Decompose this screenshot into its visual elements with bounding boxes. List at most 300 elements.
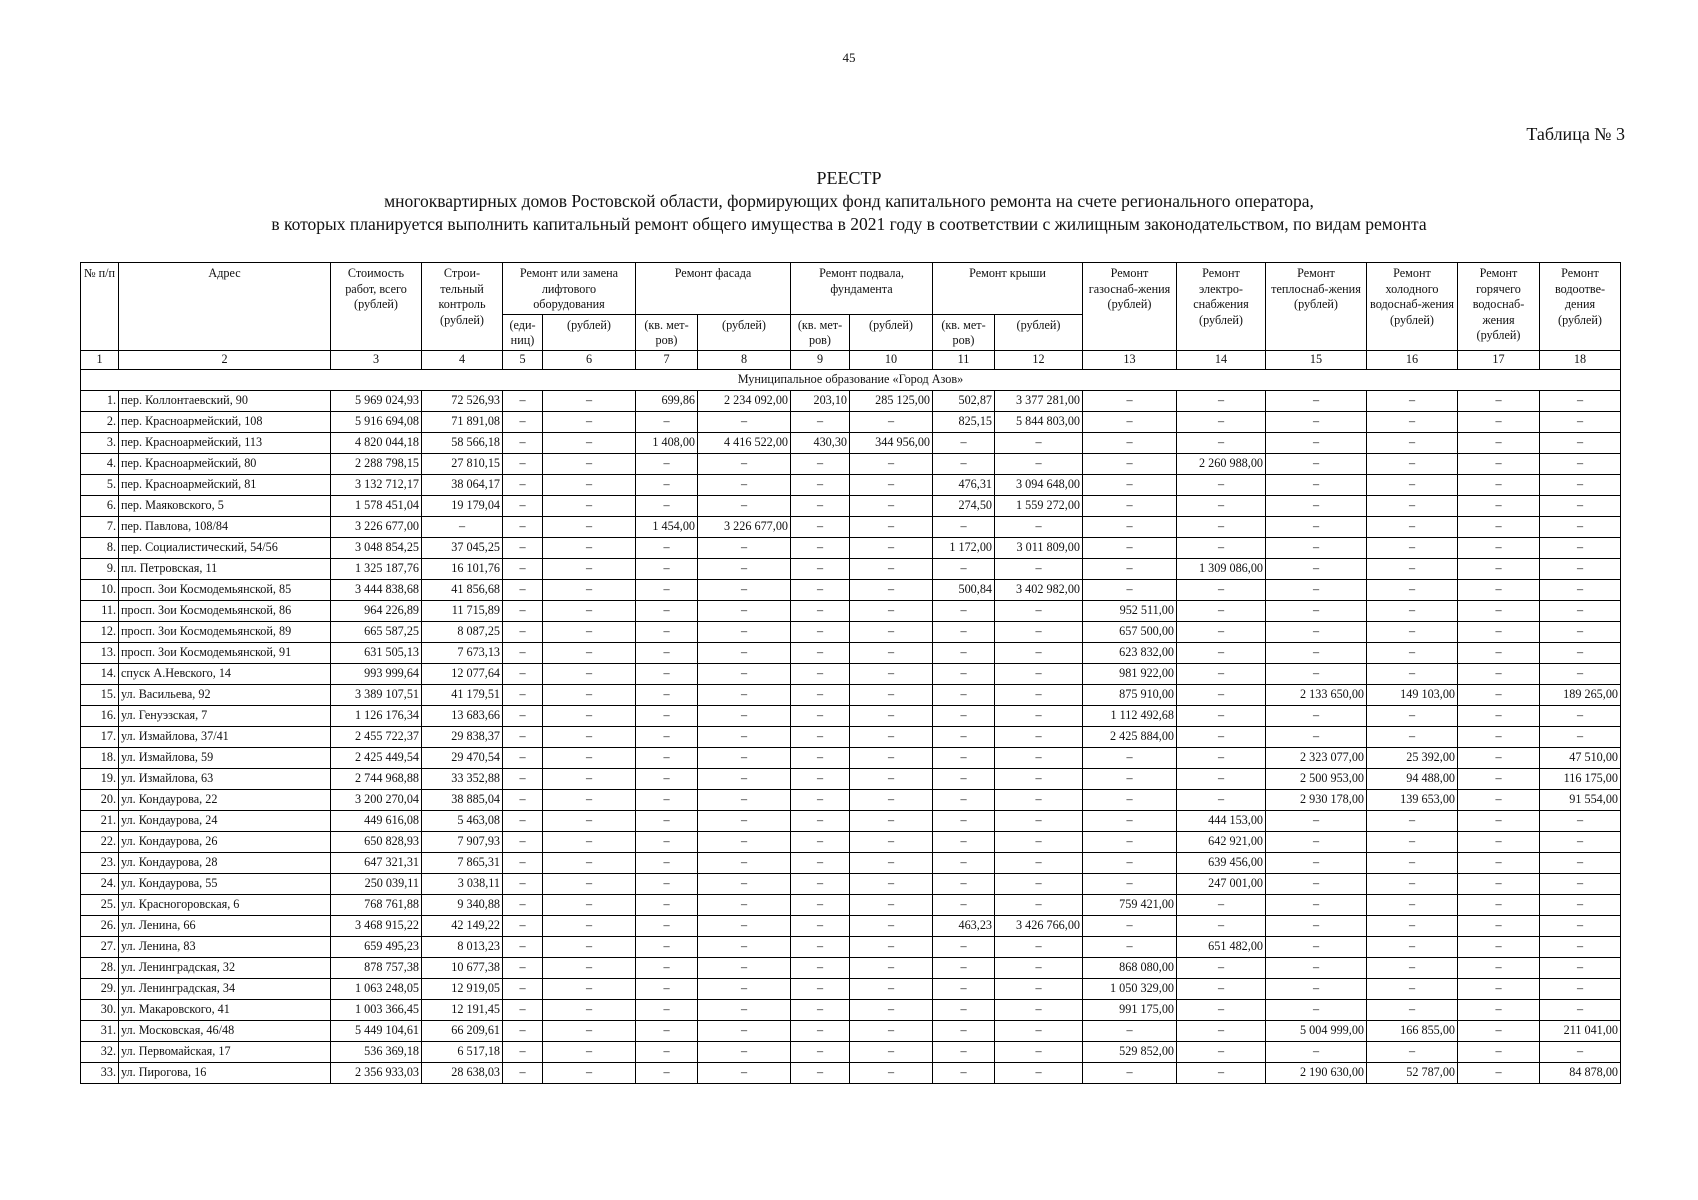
value-cell: – <box>636 999 698 1020</box>
value-cell: – <box>698 789 791 810</box>
value-cell: – <box>1367 810 1458 831</box>
value-cell: – <box>636 957 698 978</box>
table-row <box>81 768 1621 789</box>
value-cell: – <box>1367 495 1458 516</box>
address-cell: ул. Ленинградская, 32 <box>119 957 331 978</box>
value-cell: 659 495,23 <box>331 936 422 957</box>
value-cell: – <box>933 831 995 852</box>
value-cell: – <box>791 411 850 432</box>
value-cell: – <box>995 621 1083 642</box>
table-body <box>81 369 1621 1083</box>
value-cell: – <box>503 999 543 1020</box>
table-row <box>81 684 1621 705</box>
value-cell: – <box>1177 957 1266 978</box>
value-cell: – <box>1458 978 1540 999</box>
table-row <box>81 516 1621 537</box>
value-cell: 2 425 884,00 <box>1083 726 1177 747</box>
value-cell: 1 325 187,76 <box>331 558 422 579</box>
value-cell: – <box>995 873 1083 894</box>
value-cell: 2 190 630,00 <box>1266 1062 1367 1083</box>
value-cell: – <box>1540 579 1621 600</box>
value-cell: 8 087,25 <box>422 621 503 642</box>
value-cell: – <box>1083 1020 1177 1041</box>
value-cell: 952 511,00 <box>1083 600 1177 621</box>
value-cell: 3 389 107,51 <box>331 684 422 705</box>
value-cell: – <box>636 831 698 852</box>
value-cell: – <box>698 768 791 789</box>
value-cell: 1 050 329,00 <box>1083 978 1177 999</box>
value-cell: – <box>503 705 543 726</box>
column-number: 9 <box>791 350 850 369</box>
value-cell: – <box>1367 621 1458 642</box>
row-number-cell: 17. <box>81 726 119 747</box>
value-cell: – <box>698 726 791 747</box>
table-row <box>81 390 1621 411</box>
subheader-roof-sqm: (кв. мет-ров) <box>933 314 995 350</box>
value-cell: – <box>698 663 791 684</box>
value-cell: – <box>933 936 995 957</box>
value-cell: – <box>933 516 995 537</box>
row-number-cell: 24. <box>81 873 119 894</box>
header-no: № п/п <box>81 263 119 351</box>
value-cell: 12 919,05 <box>422 978 503 999</box>
value-cell: 665 587,25 <box>331 621 422 642</box>
value-cell: – <box>995 768 1083 789</box>
value-cell: – <box>1458 390 1540 411</box>
row-number-cell: 18. <box>81 747 119 768</box>
value-cell: – <box>850 663 933 684</box>
column-number: 6 <box>543 350 636 369</box>
value-cell: – <box>1540 957 1621 978</box>
column-number: 18 <box>1540 350 1621 369</box>
row-number-cell: 10. <box>81 579 119 600</box>
value-cell: – <box>1266 873 1367 894</box>
value-cell: – <box>850 810 933 831</box>
value-cell: 94 488,00 <box>1367 768 1458 789</box>
value-cell: – <box>1540 936 1621 957</box>
value-cell: – <box>791 747 850 768</box>
value-cell: – <box>995 453 1083 474</box>
value-cell: – <box>1177 390 1266 411</box>
row-number-cell: 20. <box>81 789 119 810</box>
value-cell: – <box>791 579 850 600</box>
table-label: Таблица № 3 <box>1526 124 1625 144</box>
value-cell: – <box>503 453 543 474</box>
row-number-cell: 8. <box>81 537 119 558</box>
value-cell: – <box>933 768 995 789</box>
value-cell: – <box>1177 684 1266 705</box>
value-cell: – <box>1083 1062 1177 1083</box>
address-cell: ул. Ленина, 83 <box>119 936 331 957</box>
row-number-cell: 30. <box>81 999 119 1020</box>
value-cell: – <box>850 957 933 978</box>
value-cell: – <box>503 621 543 642</box>
table-row <box>81 432 1621 453</box>
value-cell: 3 226 677,00 <box>698 516 791 537</box>
table-row <box>81 663 1621 684</box>
value-cell: 2 323 077,00 <box>1266 747 1367 768</box>
value-cell: – <box>850 474 933 495</box>
value-cell: – <box>1367 579 1458 600</box>
value-cell: – <box>933 684 995 705</box>
value-cell: – <box>1083 495 1177 516</box>
table-row <box>81 621 1621 642</box>
row-number-cell: 12. <box>81 621 119 642</box>
value-cell: – <box>1083 810 1177 831</box>
value-cell: – <box>1266 579 1367 600</box>
address-cell: пер. Красноармейский, 81 <box>119 474 331 495</box>
value-cell: – <box>933 558 995 579</box>
value-cell: – <box>698 1020 791 1041</box>
value-cell: – <box>1083 747 1177 768</box>
value-cell: – <box>1367 642 1458 663</box>
value-cell: – <box>636 894 698 915</box>
value-cell: – <box>543 1041 636 1062</box>
table-row <box>81 852 1621 873</box>
value-cell: 2 425 449,54 <box>331 747 422 768</box>
value-cell: – <box>1458 579 1540 600</box>
value-cell: – <box>933 873 995 894</box>
value-cell: 1 309 086,00 <box>1177 558 1266 579</box>
value-cell: 825,15 <box>933 411 995 432</box>
value-cell: 1 578 451,04 <box>331 495 422 516</box>
value-cell: – <box>1177 915 1266 936</box>
value-cell: 33 352,88 <box>422 768 503 789</box>
table-row <box>81 894 1621 915</box>
value-cell: – <box>1083 936 1177 957</box>
value-cell: – <box>933 726 995 747</box>
value-cell: – <box>636 1020 698 1041</box>
value-cell: – <box>503 390 543 411</box>
value-cell: – <box>850 516 933 537</box>
value-cell: – <box>1367 1041 1458 1062</box>
table-row <box>81 411 1621 432</box>
address-cell: ул. Васильева, 92 <box>119 684 331 705</box>
value-cell: 639 456,00 <box>1177 852 1266 873</box>
address-cell: ул. Измайлова, 37/41 <box>119 726 331 747</box>
value-cell: – <box>1458 831 1540 852</box>
column-number: 16 <box>1367 350 1458 369</box>
value-cell: – <box>791 978 850 999</box>
value-cell: 1 003 366,45 <box>331 999 422 1020</box>
table-row <box>81 978 1621 999</box>
value-cell: – <box>850 1020 933 1041</box>
value-cell: – <box>791 1062 850 1083</box>
value-cell: – <box>1266 600 1367 621</box>
value-cell: – <box>1540 810 1621 831</box>
value-cell: – <box>850 852 933 873</box>
value-cell: – <box>933 432 995 453</box>
header-electric: Ремонт электро-снабжения (рублей) <box>1177 263 1266 351</box>
value-cell: – <box>543 1020 636 1041</box>
value-cell: – <box>503 726 543 747</box>
value-cell: – <box>995 1062 1083 1083</box>
value-cell: – <box>503 411 543 432</box>
value-cell: – <box>1367 558 1458 579</box>
table-row <box>81 537 1621 558</box>
address-cell: ул. Измайлова, 63 <box>119 768 331 789</box>
header-basement: Ремонт подвала, фундамента <box>791 263 933 315</box>
value-cell: – <box>1266 1041 1367 1062</box>
header-facade: Ремонт фасада <box>636 263 791 315</box>
value-cell: – <box>698 642 791 663</box>
value-cell: – <box>1083 453 1177 474</box>
value-cell: 981 922,00 <box>1083 663 1177 684</box>
value-cell: – <box>850 642 933 663</box>
value-cell: 642 921,00 <box>1177 831 1266 852</box>
value-cell: – <box>1266 516 1367 537</box>
value-cell: – <box>503 579 543 600</box>
value-cell: 5 916 694,08 <box>331 411 422 432</box>
value-cell: – <box>543 495 636 516</box>
row-number-cell: 11. <box>81 600 119 621</box>
value-cell: – <box>1177 789 1266 810</box>
table-row <box>81 642 1621 663</box>
address-cell: ул. Пирогова, 16 <box>119 1062 331 1083</box>
value-cell: 29 838,37 <box>422 726 503 747</box>
value-cell: 9 340,88 <box>422 894 503 915</box>
value-cell: – <box>995 642 1083 663</box>
value-cell: – <box>791 642 850 663</box>
value-cell: – <box>850 831 933 852</box>
value-cell: – <box>698 852 791 873</box>
value-cell: – <box>698 831 791 852</box>
value-cell: – <box>543 936 636 957</box>
value-cell: 5 463,08 <box>422 810 503 831</box>
value-cell: – <box>503 516 543 537</box>
value-cell: 52 787,00 <box>1367 1062 1458 1083</box>
value-cell: – <box>503 831 543 852</box>
value-cell: 647 321,31 <box>331 852 422 873</box>
header-control: Строи-тельный контроль (рублей) <box>422 263 503 351</box>
value-cell: 12 077,64 <box>422 663 503 684</box>
value-cell: – <box>1458 1041 1540 1062</box>
value-cell: – <box>636 621 698 642</box>
value-cell: – <box>1367 852 1458 873</box>
subheader-facade-sqm: (кв. мет-ров) <box>636 314 698 350</box>
value-cell: – <box>1367 894 1458 915</box>
value-cell: – <box>698 495 791 516</box>
value-cell: – <box>933 621 995 642</box>
value-cell: 211 041,00 <box>1540 1020 1621 1041</box>
value-cell: – <box>1458 894 1540 915</box>
address-cell: ул. Кондаурова, 28 <box>119 852 331 873</box>
value-cell: 28 638,03 <box>422 1062 503 1083</box>
value-cell: – <box>698 873 791 894</box>
value-cell: 3 048 854,25 <box>331 537 422 558</box>
address-cell: ул. Генуэзская, 7 <box>119 705 331 726</box>
address-cell: пер. Коллонтаевский, 90 <box>119 390 331 411</box>
value-cell: – <box>1177 747 1266 768</box>
value-cell: 6 517,18 <box>422 1041 503 1062</box>
value-cell: – <box>636 789 698 810</box>
value-cell: – <box>503 495 543 516</box>
value-cell: 189 265,00 <box>1540 684 1621 705</box>
value-cell: – <box>1458 663 1540 684</box>
value-cell: 2 930 178,00 <box>1266 789 1367 810</box>
address-cell: ул. Кондаурова, 22 <box>119 789 331 810</box>
value-cell: – <box>1367 390 1458 411</box>
value-cell: 631 505,13 <box>331 642 422 663</box>
address-cell: просп. Зои Космодемьянской, 86 <box>119 600 331 621</box>
value-cell: 3 226 677,00 <box>331 516 422 537</box>
address-cell: ул. Первомайская, 17 <box>119 1041 331 1062</box>
value-cell: – <box>791 1041 850 1062</box>
value-cell: – <box>636 873 698 894</box>
value-cell: – <box>791 915 850 936</box>
header-sewer: Ремонт водоотве-дения (рублей) <box>1540 263 1621 351</box>
value-cell: 250 039,11 <box>331 873 422 894</box>
value-cell: 5 449 104,61 <box>331 1020 422 1041</box>
column-number: 1 <box>81 350 119 369</box>
value-cell: – <box>850 789 933 810</box>
value-cell: – <box>543 684 636 705</box>
value-cell: – <box>995 726 1083 747</box>
value-cell: – <box>1458 1062 1540 1083</box>
value-cell: 166 855,00 <box>1367 1020 1458 1041</box>
value-cell: – <box>791 894 850 915</box>
value-cell: 203,10 <box>791 390 850 411</box>
value-cell: – <box>1458 621 1540 642</box>
value-cell: – <box>933 999 995 1020</box>
value-cell: – <box>543 642 636 663</box>
value-cell: – <box>636 453 698 474</box>
row-number-cell: 32. <box>81 1041 119 1062</box>
value-cell: – <box>543 663 636 684</box>
value-cell: – <box>1458 684 1540 705</box>
value-cell: – <box>850 411 933 432</box>
value-cell: – <box>1266 453 1367 474</box>
value-cell: – <box>1540 621 1621 642</box>
value-cell: – <box>791 516 850 537</box>
value-cell: – <box>1083 432 1177 453</box>
value-cell: – <box>698 1041 791 1062</box>
value-cell: – <box>698 747 791 768</box>
value-cell: – <box>1540 390 1621 411</box>
value-cell: 58 566,18 <box>422 432 503 453</box>
value-cell: – <box>1458 768 1540 789</box>
value-cell: – <box>791 957 850 978</box>
value-cell: – <box>1083 516 1177 537</box>
value-cell: – <box>636 768 698 789</box>
table-row <box>81 453 1621 474</box>
value-cell: 991 175,00 <box>1083 999 1177 1020</box>
value-cell: – <box>543 474 636 495</box>
value-cell: – <box>1266 390 1367 411</box>
value-cell: – <box>933 852 995 873</box>
value-cell: 5 844 803,00 <box>995 411 1083 432</box>
value-cell: – <box>503 558 543 579</box>
value-cell: – <box>1266 978 1367 999</box>
value-cell: – <box>1367 999 1458 1020</box>
value-cell: – <box>1540 894 1621 915</box>
value-cell: 2 455 722,37 <box>331 726 422 747</box>
address-cell: просп. Зои Космодемьянской, 91 <box>119 642 331 663</box>
row-number-cell: 16. <box>81 705 119 726</box>
value-cell: – <box>543 789 636 810</box>
value-cell: 1 063 248,05 <box>331 978 422 999</box>
column-number: 14 <box>1177 350 1266 369</box>
value-cell: – <box>1266 621 1367 642</box>
row-number-cell: 33. <box>81 1062 119 1083</box>
value-cell: – <box>791 726 850 747</box>
value-cell: – <box>1458 810 1540 831</box>
address-cell: ул. Московская, 46/48 <box>119 1020 331 1041</box>
value-cell: – <box>933 894 995 915</box>
value-cell: 1 172,00 <box>933 537 995 558</box>
value-cell: – <box>1458 642 1540 663</box>
value-cell: – <box>791 999 850 1020</box>
value-cell: 3 038,11 <box>422 873 503 894</box>
row-number-cell: 19. <box>81 768 119 789</box>
value-cell: – <box>503 1020 543 1041</box>
value-cell: – <box>543 999 636 1020</box>
header-gas: Ремонт газоснаб-жения (рублей) <box>1083 263 1177 351</box>
column-number: 3 <box>331 350 422 369</box>
value-cell: – <box>636 1041 698 1062</box>
value-cell: – <box>1458 411 1540 432</box>
value-cell: – <box>636 537 698 558</box>
value-cell: 993 999,64 <box>331 663 422 684</box>
value-cell: – <box>698 999 791 1020</box>
value-cell: – <box>995 999 1083 1020</box>
table-row <box>81 705 1621 726</box>
subheader-roof-rub: (рублей) <box>995 314 1083 350</box>
value-cell: – <box>503 474 543 495</box>
value-cell: 529 852,00 <box>1083 1041 1177 1062</box>
table-row <box>81 579 1621 600</box>
value-cell: – <box>933 810 995 831</box>
value-cell: – <box>1458 558 1540 579</box>
value-cell: – <box>791 873 850 894</box>
row-number-cell: 1. <box>81 390 119 411</box>
value-cell: – <box>1083 873 1177 894</box>
value-cell: – <box>850 873 933 894</box>
value-cell: – <box>543 873 636 894</box>
value-cell: – <box>503 852 543 873</box>
value-cell: – <box>791 558 850 579</box>
address-cell: пл. Петровская, 11 <box>119 558 331 579</box>
value-cell: – <box>698 579 791 600</box>
value-cell: – <box>1367 537 1458 558</box>
column-number: 4 <box>422 350 503 369</box>
row-number-cell: 4. <box>81 453 119 474</box>
value-cell: – <box>1540 852 1621 873</box>
value-cell: – <box>791 789 850 810</box>
value-cell: – <box>933 453 995 474</box>
value-cell: – <box>1367 873 1458 894</box>
subheader-lift-units: (еди-ниц) <box>503 314 543 350</box>
value-cell: – <box>698 957 791 978</box>
value-cell: – <box>1540 474 1621 495</box>
value-cell: – <box>503 642 543 663</box>
value-cell: – <box>1367 915 1458 936</box>
value-cell: – <box>636 411 698 432</box>
row-number-cell: 15. <box>81 684 119 705</box>
value-cell: 1 112 492,68 <box>1083 705 1177 726</box>
value-cell: – <box>995 831 1083 852</box>
value-cell: – <box>791 474 850 495</box>
value-cell: – <box>636 579 698 600</box>
value-cell: – <box>1266 537 1367 558</box>
value-cell: 4 416 522,00 <box>698 432 791 453</box>
row-number-cell: 31. <box>81 1020 119 1041</box>
heading-title: РЕЕСТР <box>816 168 882 188</box>
value-cell: – <box>850 1041 933 1062</box>
value-cell: – <box>1177 1020 1266 1041</box>
value-cell: – <box>543 1062 636 1083</box>
value-cell: – <box>1540 558 1621 579</box>
